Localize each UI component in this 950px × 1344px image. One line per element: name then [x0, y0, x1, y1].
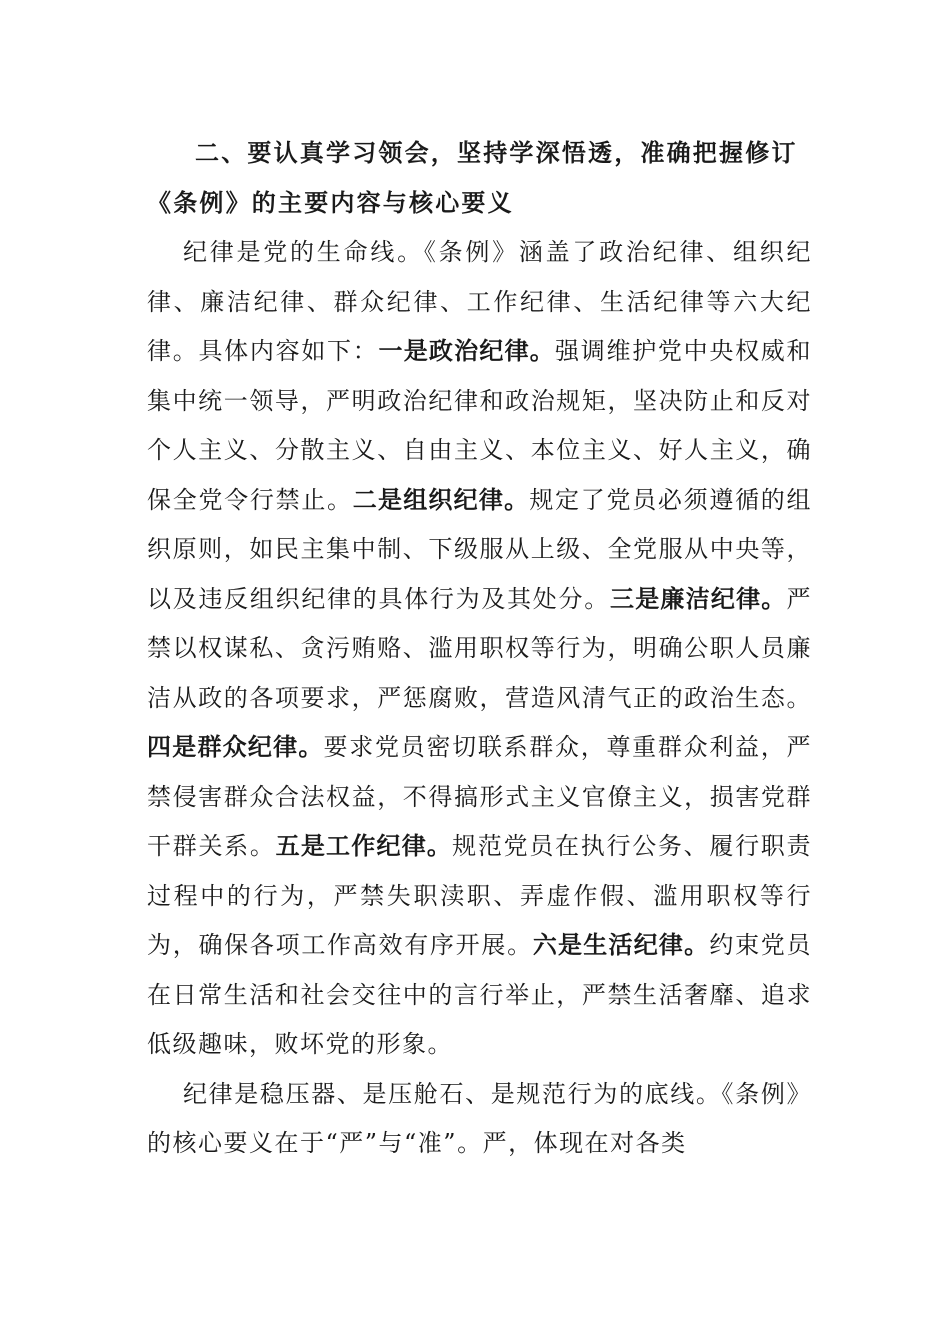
item-text-mass: 要求党员密切联系群众，尊重群众利益，严禁侵害群众合法权益，不得搞形式主义官僚主义，损害党群干群关系。 [147, 733, 813, 860]
document-body [147, 128, 812, 1169]
item-text-life: 约束党员在日常生活和社会交往中的言行举止，严禁生活奢靡、追求低级趣味，败坏党的形象。 [147, 931, 813, 1058]
paragraph-intro: 纪律是党的生命线。《条例》涵盖了政治纪律、组织纪律、廉洁纪律、群众纪律、工作纪律、生活纪律等六大纪律。具体内容如下： [147, 238, 812, 365]
section-heading: 二、要认真学习领会，坚持学深悟透，准确把握修订《条例》的主要内容与核心要义 [147, 139, 798, 217]
item-text-organizational: 规定了党员必须遵循的组织原则，如民主集中制、下级服从上级、全党服从中央等，以及违反组织纪律的具体行为及其处分。 [147, 485, 813, 613]
item-text-political: 强调维护党中央权威和集中统一领导，严明政治纪律和政治规矩，坚决防止和反对个人主义、分散主义、自由主义、本位主义、好人主义，确保全党令行禁止。 [147, 337, 813, 514]
paragraph-disciplines [147, 228, 812, 1070]
item-label-political: 一是政治纪律。 [378, 337, 556, 365]
item-label-mass: 四是群众纪律。 [147, 733, 324, 761]
item-label-organizational: 二是组织纪律。 [352, 485, 530, 514]
item-text-work: 规范党员在执行公务、履行职责过程中的行为，严禁失职渎职、弄虚作假、滥用职权等行为，确保各项工作高效有序开展。 [147, 832, 813, 959]
paragraph-core-meaning: 纪律是稳压器、是压舱石、是规范行为的底线。《条例》的核心要义在于“严”与“准”。严，体现在对各类 [147, 1079, 812, 1157]
item-label-life: 六是生活纪律。 [532, 931, 710, 959]
item-label-integrity: 三是廉洁纪律。 [609, 584, 787, 613]
item-label-work: 五是工作纪律。 [275, 832, 453, 860]
item-text-integrity: 严禁以权谋私、贪污贿赂、滥用职权等行为，明确公职人员廉洁从政的各项要求，严惩腐败，营造风清气正的政治生态。 [147, 584, 813, 712]
